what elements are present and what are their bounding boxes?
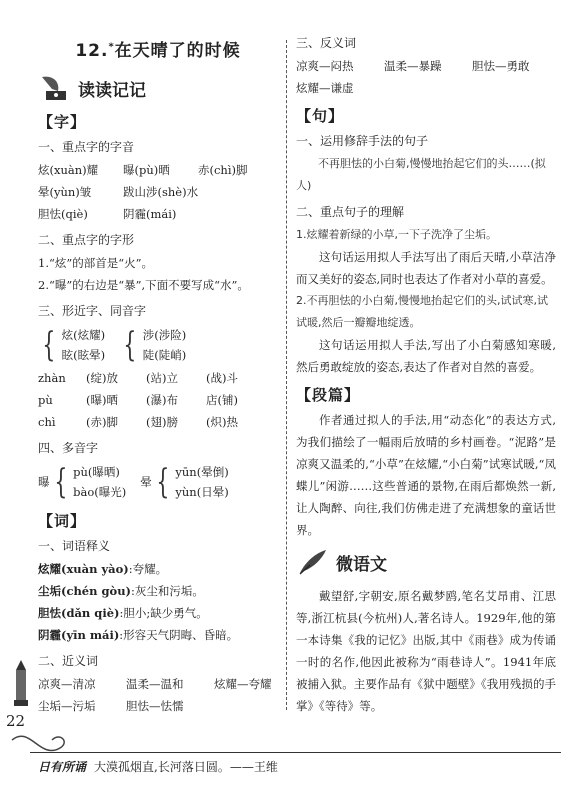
- word: (瀑)布: [146, 393, 178, 407]
- pron-item: 跋山涉(shè)水: [123, 185, 199, 199]
- column-divider: [286, 40, 287, 710]
- word: (曝)晒: [86, 393, 118, 407]
- key-sentence-1-analysis: 这句话运用拟人手法写出了雨后天晴,小草洁净而又美好的姿态,同时也表达了作者对小草的喜爱。: [296, 250, 556, 286]
- footer: [38, 758, 278, 775]
- definition: [38, 558, 278, 580]
- zi-s2-title: 二、重点字的字形: [38, 233, 135, 247]
- word-pair: 凉爽—清凉: [38, 677, 96, 691]
- brace-group: [38, 325, 105, 365]
- brace-icon: {: [156, 462, 170, 502]
- lesson-star: *: [108, 41, 115, 53]
- polyphone-char: 晕: [140, 475, 152, 489]
- antonym-row: [296, 55, 556, 77]
- pron-item: 炫(xuàn)耀: [38, 163, 99, 177]
- antonym-row: [296, 77, 556, 99]
- def-term: 尘垢(chén gòu): [38, 584, 131, 598]
- word: (炽)热: [206, 415, 238, 429]
- definition: [38, 602, 278, 624]
- pinyin: chì: [38, 415, 56, 429]
- zi-s3-title: 三、形近字、同音字: [38, 304, 147, 318]
- polyphone-reading: bào(曝光): [73, 485, 127, 499]
- ju-s1-title: 一、运用修辞手法的句子: [296, 134, 429, 148]
- polyphone-reading: yùn(日晕): [175, 485, 229, 499]
- word: 店(铺): [206, 393, 238, 407]
- word-pair: 炫耀—谦虚: [296, 81, 354, 95]
- definition: [38, 624, 278, 646]
- rhetoric-sentence: 不再胆怯的小白菊,慢慢地抬起它们的头……(拟人): [296, 157, 546, 192]
- polyphone-reading: yūn(晕倒): [175, 465, 229, 479]
- zi-s1-title: 一、重点字的字音: [38, 140, 135, 154]
- word-pair: 炫耀—夸耀: [214, 677, 272, 691]
- duan-heading: 【段篇】: [296, 386, 361, 404]
- polyphone-group: [38, 460, 278, 504]
- homophone-row: [38, 411, 278, 433]
- right-column: [296, 34, 556, 722]
- lesson-title-text: 在天晴了的时候: [114, 41, 241, 61]
- pron-item: 曝(pù)晒: [123, 163, 170, 177]
- definition: [38, 580, 278, 602]
- pron-item: 赤(chì)脚: [198, 163, 248, 177]
- pron-item: 胆怯(qiè): [38, 207, 88, 221]
- page-number: 22: [6, 712, 26, 730]
- word-pair: 胆怯—勇敢: [472, 59, 530, 73]
- footer-rule: [30, 752, 561, 753]
- homophone-row: [38, 389, 278, 411]
- footer-tag: 日有所诵: [38, 760, 87, 774]
- word-pair: 温柔—暴躁: [384, 59, 442, 73]
- quill-icon: [296, 547, 330, 577]
- wei-text: 戴望舒,字朝安,原名戴梦鸥,笔名艾昂甫、江思等,浙江杭县(今杭州)人,著名诗人。1929年,他的第一本诗集《我的记忆》出版,其中《雨巷》成为传诵一时的名作,他因此被称为“雨巷诗人”。1941年底被捕入狱。主要作品有《狱中题壁》《我用残损的手掌》《等待》等。: [296, 589, 556, 713]
- wei-heading: 微语文: [336, 554, 387, 575]
- brace-item: 炫(炫耀): [61, 328, 106, 342]
- gramophone-icon: [38, 73, 72, 103]
- synonym-row: [38, 673, 278, 695]
- pron-item: 晕(yùn)皱: [38, 185, 92, 199]
- wei-banner: [296, 545, 556, 579]
- pinyin: zhàn: [38, 371, 66, 385]
- word-pair: 凉爽—闷热: [296, 59, 354, 73]
- polyphone-reading: pù(曝晒): [73, 465, 120, 479]
- zi-s1-line-3: [38, 203, 278, 225]
- ju-s2-title: 二、重点句子的理解: [296, 205, 405, 219]
- key-sentence-2: 2.不再胆怯的小白菊,慢慢地抬起它们的头,试试寒,试试暖,然后一瓣瓣地绽透。: [296, 294, 548, 329]
- zi-s2-line: 2.“曝”的右边是“暴”,下面不要写成“水”。: [38, 278, 249, 292]
- homophone-row: [38, 367, 278, 389]
- read-banner-text: 读读记记: [78, 80, 146, 101]
- zi-s1-line-2: [38, 181, 278, 203]
- lesson-number: 12.: [75, 41, 109, 61]
- brace-icon: {: [123, 325, 137, 365]
- ci-s2-title: 二、近义词: [38, 654, 99, 668]
- left-column: [38, 28, 278, 722]
- ci-heading: 【词】: [38, 512, 87, 530]
- read-banner: [38, 71, 278, 105]
- def-term: 阴霾(yīn mái): [38, 628, 120, 642]
- zi-s1-line-1: [38, 159, 278, 181]
- key-sentence-1: 1.炫耀着新绿的小草,一下子洗净了尘垢。: [296, 228, 497, 241]
- ci-s1-title: 一、词语释义: [38, 539, 111, 553]
- def-term: 胆怯(dǎn qiè): [38, 606, 120, 620]
- word: (战)斗: [206, 371, 238, 385]
- key-sentence-2-analysis: 这句话运用拟人手法,写出了小白菊感知寒暖,然后勇敢绽放的姿态,表达了作者对自然的喜爱。: [296, 338, 556, 374]
- word: (翅)膀: [146, 415, 178, 429]
- brace-item: 眩(眩晕): [61, 348, 106, 362]
- zi-s4-title: 四、多音字: [38, 441, 99, 455]
- lesson-title: [38, 36, 278, 61]
- brace-item: 陡(陡峭): [142, 348, 187, 362]
- word-pair: 尘垢—污垢: [38, 699, 96, 713]
- zi-s2-line: 1.“炫”的部首是“火”。: [38, 256, 153, 270]
- word: (绽)放: [86, 371, 118, 385]
- def-text: :夸耀。: [128, 562, 168, 576]
- brace-item: 涉(涉险): [142, 328, 187, 342]
- word-pair: 胆怯—怯懦: [126, 699, 184, 713]
- polyphone-char: 曝: [38, 475, 50, 489]
- word: (站)立: [146, 371, 178, 385]
- zi-s3-braces: [38, 323, 278, 367]
- brace-group: [119, 325, 186, 365]
- pencil-icon: [10, 660, 32, 708]
- duan-text: 作者通过拟人的手法,用“动态化”的表达方式,为我们描绘了一幅雨后放晴的乡村画卷。“泥路”是凉爽又温柔的,“小草”在炫耀,“小白菊”试寒试暖,“凤蝶儿”闲游……这些普通的景物,在雨后都焕然一新,让人陶醉、向往,我们仿佛走进了充满想象的童话世界。: [296, 413, 556, 537]
- def-term: 炫耀(xuàn yào): [38, 562, 129, 576]
- zi-heading: 【字】: [38, 113, 87, 131]
- footer-verse: 大漠孤烟直,长河落日圆。——王维: [94, 760, 278, 774]
- ju-heading: 【句】: [296, 107, 345, 125]
- ci-s3-title: 三、反义词: [296, 36, 357, 50]
- pron-item: 阴霾(mái): [123, 207, 177, 221]
- def-text: :灰尘和污垢。: [131, 584, 204, 598]
- synonym-row: [38, 695, 278, 717]
- word: (赤)脚: [86, 415, 118, 429]
- brace-icon: {: [53, 462, 67, 502]
- def-text: :形容天气阴晦、昏暗。: [119, 628, 239, 642]
- brace-icon: {: [42, 325, 56, 365]
- def-text: :胆小;缺少勇气。: [119, 606, 208, 620]
- word-pair: 温柔—温和: [126, 677, 184, 691]
- pinyin: pù: [38, 393, 53, 407]
